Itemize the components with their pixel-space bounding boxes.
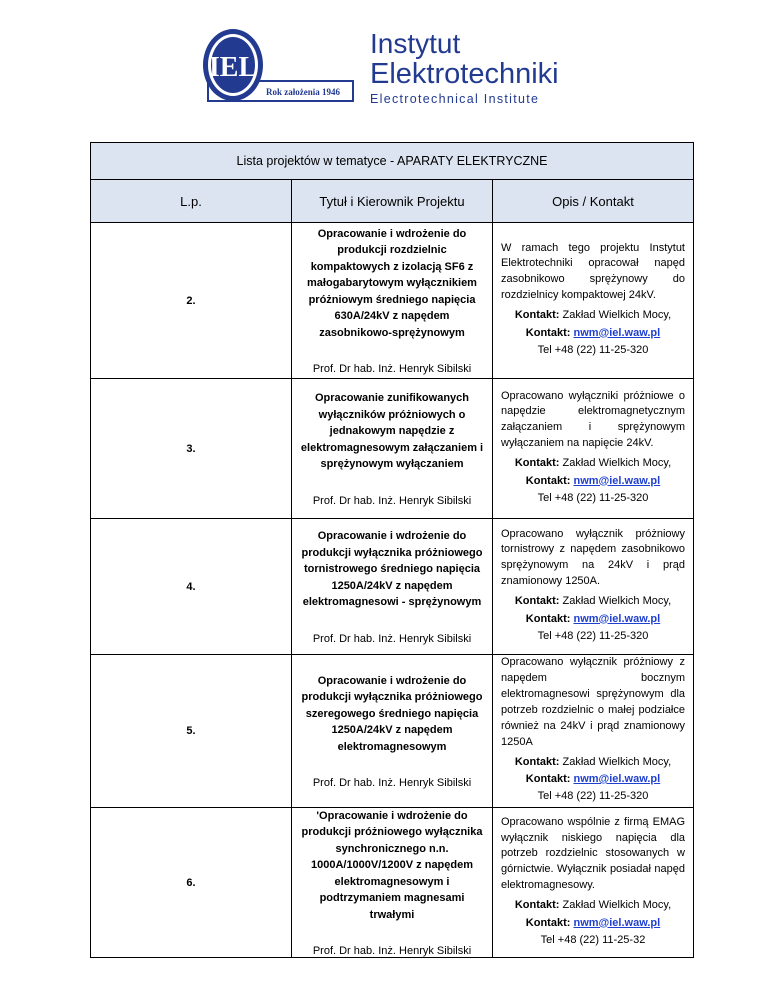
brand-line-3: Electrotechnical Institute <box>370 92 540 106</box>
table-title: Lista projektów w tematyce - APARATY ELEKTRYCZNE <box>91 143 694 180</box>
project-description: W ramach tego projektu Instytut Elektrotechniki opracował napęd zasobnikowo sprężynowy do rozdzielnicy kompaktowej 24kV. <box>501 241 685 302</box>
contact-label: Kontakt: <box>514 309 560 322</box>
email-link[interactable]: nwm@iel.waw.pl <box>573 612 661 625</box>
table-row <box>91 519 694 655</box>
contact-org: Zakład Wielkich Mocy, <box>562 595 672 608</box>
project-description: Opracowano wyłącznik próżniowy z napędem bocznym elektromagnesowi sprężynowym dla potrzeb rozdzielnic o małej podziałce również na 24kV i prąd znamionowy 1250A <box>501 656 685 748</box>
contact-org: Zakład Wielkich Mocy, <box>562 309 672 322</box>
contact-org: Zakład Wielkich Mocy, <box>562 899 672 912</box>
contact-phone: Tel +48 (22) 11-25-320 <box>537 492 649 505</box>
email-link[interactable]: nwm@iel.waw.pl <box>573 916 661 929</box>
contact-label: Kontakt: <box>514 755 560 768</box>
contact-label: Kontakt: <box>525 474 571 487</box>
contact-block <box>501 308 685 358</box>
table-row <box>91 223 694 379</box>
contact-label: Kontakt: <box>514 457 560 470</box>
row-number: 2. <box>91 223 292 379</box>
project-description: Opracowano wyłączniki próżniowe o napędzie elektromagnetycznym załączaniem i sprężynowym wyłączaniem na napięcie 24kV. <box>501 389 685 450</box>
contact-org: Zakład Wielkich Mocy, <box>562 755 672 768</box>
project-description: Opracowano wyłącznik próżniowy tornistrowy z napędem zasobnikowo sprężynowym na 24kV i prąd znamionowy 1250A. <box>501 527 685 588</box>
contact-phone: Tel +48 (22) 11-25-32 <box>540 934 646 947</box>
project-title: Opracowanie i wdrożenie do produkcji rozdzielnic kompaktowych z izolacją SF6 z małogabarytowym wyłącznikiem próżniowym średniego napięcia 630A/24kV z napędem zasobnikowo-sprężynowym <box>307 227 477 339</box>
col-header-lp: L.p. <box>91 180 292 223</box>
project-lead: Prof. Dr hab. Inż. Henryk Sibilski <box>312 632 472 645</box>
email-link[interactable]: nwm@iel.waw.pl <box>573 326 661 339</box>
iel-logo-icon <box>188 27 368 107</box>
projects-table <box>90 142 694 958</box>
row-number: 6. <box>91 807 292 958</box>
logo-caption: Rok założenia 1946 <box>266 87 340 97</box>
contact-label: Kontakt: <box>514 595 560 608</box>
contact-phone: Tel +48 (22) 11-25-320 <box>537 790 649 803</box>
logo-monogram: IEL <box>208 52 258 83</box>
project-description: Opracowano wspólnie z firmą EMAG wyłącznik niskiego napięcia dla potrzeb rozdzielnic stosowanych w górnictwie. Wyłącznik posiadał napęd elektromagnesowy. <box>501 815 685 892</box>
table-row <box>91 379 694 519</box>
table-row <box>91 807 694 958</box>
table-title-row <box>91 143 694 180</box>
project-title: Opracowanie i wdrożenie do produkcji wyłącznika próżniowego tornistrowego średniego napięcia 1250A/24kV z napędem elektromagnesowi - sprężynowym <box>301 530 483 609</box>
row-number: 3. <box>91 379 292 519</box>
brand-line-1: Instytut <box>370 28 461 59</box>
contact-label: Kontakt: <box>525 612 571 625</box>
contact-label: Kontakt: <box>514 899 560 912</box>
project-lead: Prof. Dr hab. Inż. Henryk Sibilski <box>312 945 472 958</box>
brand-line-2: Elektrotechniki <box>370 58 559 90</box>
project-title: 'Opracowanie i wdrożenie do produkcji próżniowego wyłącznika synchronicznego n.n. 1000A/1000V/1200V z napędem elektromagnesowym i podtrzymaniem magnesami trwałymi <box>301 809 483 921</box>
contact-block <box>501 755 685 805</box>
row-number: 4. <box>91 519 292 655</box>
contact-label: Kontakt: <box>525 773 571 786</box>
contact-block <box>501 456 685 506</box>
col-header-title: Tytuł i Kierownik Projektu <box>292 180 493 223</box>
contact-block <box>501 898 685 948</box>
page-header <box>0 0 768 130</box>
table-header-row <box>91 180 694 223</box>
col-header-desc: Opis / Kontakt <box>493 180 694 223</box>
email-link[interactable]: nwm@iel.waw.pl <box>573 474 661 487</box>
row-number: 5. <box>91 655 292 808</box>
email-link[interactable]: nwm@iel.waw.pl <box>573 773 661 786</box>
institute-name <box>370 30 559 106</box>
contact-phone: Tel +48 (22) 11-25-320 <box>537 344 649 357</box>
contact-label: Kontakt: <box>525 916 571 929</box>
contact-phone: Tel +48 (22) 11-25-320 <box>537 630 649 643</box>
project-lead: Prof. Dr hab. Inż. Henryk Sibilski <box>312 777 472 790</box>
contact-org: Zakład Wielkich Mocy, <box>562 457 672 470</box>
project-title: Opracowanie i wdrożenie do produkcji wyłącznika próżniowego szeregowego średniego napięcia 1250A/24kV z napędem elektromagnesowym <box>301 674 483 753</box>
project-lead: Prof. Dr hab. Inż. Henryk Sibilski <box>312 363 472 376</box>
contact-label: Kontakt: <box>525 326 571 339</box>
project-title: Opracowanie zunifikowanych wyłączników próżniowych o jednakowym napędzie z elektromagnesowym załączaniem i sprężynowym wyłączaniem <box>300 392 484 471</box>
contact-block <box>501 594 685 644</box>
table-row <box>91 655 694 808</box>
project-lead: Prof. Dr hab. Inż. Henryk Sibilski <box>312 494 472 507</box>
